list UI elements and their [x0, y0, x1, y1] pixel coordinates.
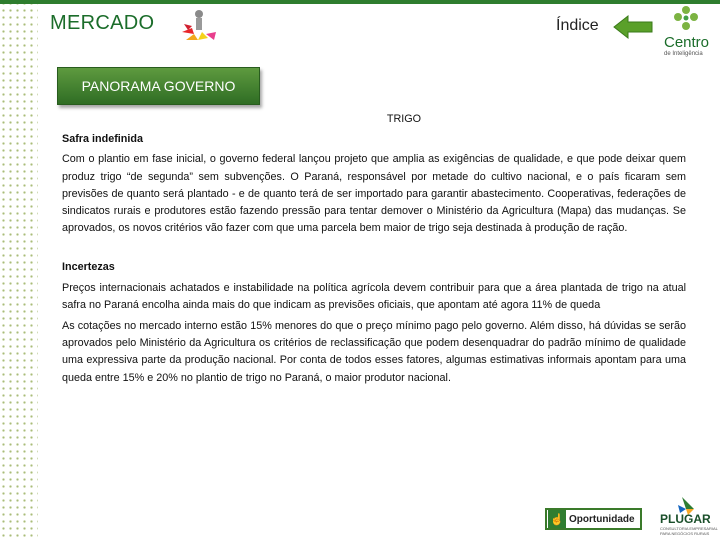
top-accent-bar [0, 0, 720, 4]
section-heading: Safra indefinida [62, 133, 143, 146]
opportunity-button[interactable] [545, 508, 642, 530]
back-arrow-icon[interactable] [612, 14, 654, 40]
panorama-governo-button[interactable]: PANORAMA GOVERNO [57, 67, 260, 105]
page-title: MERCADO [50, 12, 155, 34]
opportunity-label: Oportunidade [569, 513, 635, 525]
section-heading: Incertezas [62, 261, 115, 274]
decorative-dot-pattern [0, 0, 38, 540]
people-circle-icon [178, 6, 220, 46]
logo-text: Centro [664, 34, 710, 51]
paragraph: As cotações no mercado interno estão 15% menores do que o preço mínimo pago pelo governo. Além disso, há dúvidas se serão aprovados pelo Ministério da Agricultura os critérios de reclassificação que podem desenquadrar do padrão mínimo de qualidade uma expressiva parte da produção nacional. Por conta de todos esses fatores, algumas estimativas informais apontam para uma queda entre 15% e 20% no plantio de trigo no Paraná, o maior produtor nacional. [62, 320, 686, 384]
article-body [62, 111, 686, 387]
index-link[interactable]: Índice [556, 17, 599, 34]
hand-icon: ☝ [548, 510, 566, 528]
plugar-logo-subtitle: CONSULTORIA EMPRESARIAL PARA NEGÓCIOS RURAIS [660, 526, 718, 536]
paragraph: Preços internacionais achatados e instabilidade na política agrícola devem contribuir para que a área plantada de trigo na atual safra no Paraná encolha ainda mais do que indicam as previsões oficiais, que apontam até agora 11% de queda [62, 281, 686, 311]
paragraph: Com o plantio em fase inicial, o governo federal lançou projeto que amplia as exigências de qualidade, e que pode deixar quem produz trigo “de segunda” sem subvenções. O Paraná, responsável por metade do cultivo nacional, e o país ficaram sem previsões de quanto será plantado - e de quanto terá de ser importado para garantir abastecimento. Cooperativas, federações de sindicatos rurais e produtores estão fazendo pressão para tentar demover o Ministério da Agricultura (Mapa) das mudanças. Se aprovados, os novos critérios vão fazer com que uma parcela bem maior de trigo seja destinada à produção de ração. [62, 153, 686, 235]
logo-subtitle: de Inteligência [664, 51, 703, 57]
plugar-logo-text: PLUGAR [660, 512, 711, 526]
article-topic: TRIGO [386, 113, 422, 125]
